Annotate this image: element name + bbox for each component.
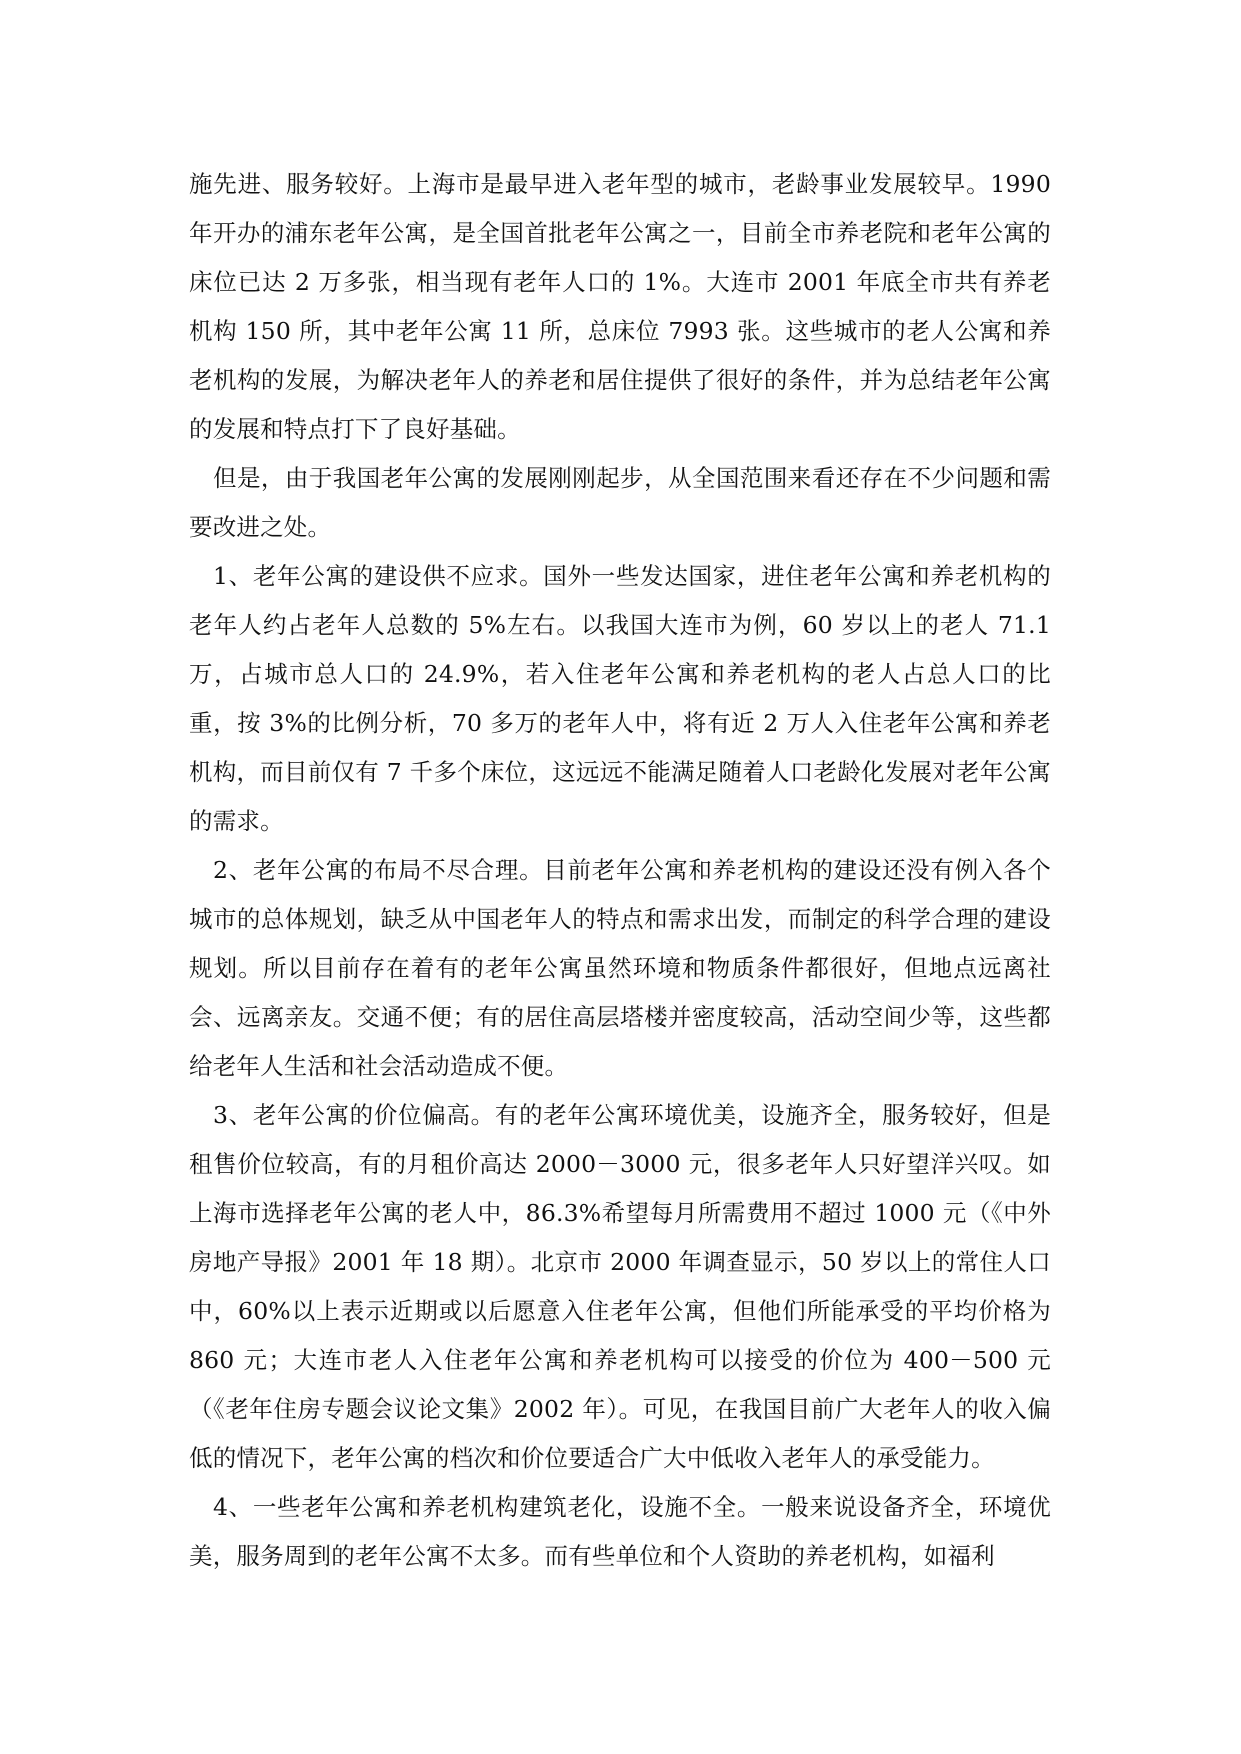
paragraph-3: 1、老年公寓的建设供不应求。国外一些发达国家，进住老年公寓和养老机构的老年人约占老年人总数的 5%左右。以我国大连市为例，60 岁以上的老人 71.1万，占城市总人口的 24.9%，若入住老年公寓和养老机构的老人占总人口的比重，按 3%的比例分析，70 多万的老年人中，将有近 2 万人入住老年公寓和养老机构，而目前仅有 7 千多个床位，这远远不能满足随着人口老龄化发展对老年公寓的需求。 — [189, 562, 1051, 835]
paragraph-5: 3、老年公寓的价位偏高。有的老年公寓环境优美，设施齐全，服务较好，但是租售价位较高，有的月租价高达 2000－3000 元，很多老年人只好望洋兴叹。如上海市选择老年公寓的老人中，86.3%希望每月所需费用不超过 1000 元（《中外房地产导报》2001 年 18 期）。北京市 2000 年调查显示，50 岁以上的常住人口中，60%以上表示近期或以后愿意入住老年公寓，但他们所能承受的平均价格为 860 元；大连市老人入住老年公寓和养老机构可以接受的价位为 400－500 元（《老年住房专题会议论文集》2002 年）。可见，在我国目前广大老年人的收入偏低的情况下，老年公寓的档次和价位要适合广大中低收入老年人的承受能力。 — [189, 1101, 1051, 1472]
paragraph-1: 施先进、服务较好。上海市是最早进入老年型的城市，老龄事业发展较早。1990年开办的浦东老年公寓，是全国首批老年公寓之一，目前全市养老院和老年公寓的床位已达 2 万多张，相当现有老年人口的 1%。大连市 2001 年底全市共有养老机构 150 所，其中老年公寓 11 所，总床位 7993 张。这些城市的老人公寓和养老机构的发展，为解决老年人的养老和居住提供了很好的条件，并为总结老年公寓的发展和特点打下了良好基础。 — [189, 170, 1051, 443]
paragraph-6: 4、一些老年公寓和养老机构建筑老化，设施不全。一般来说设备齐全，环境优美，服务周到的老年公寓不太多。而有些单位和个人资助的养老机构，如福利 — [189, 1493, 1051, 1570]
paragraph-2: 但是，由于我国老年公寓的发展刚刚起步，从全国范围来看还存在不少问题和需要改进之处。 — [189, 464, 1051, 541]
document-body — [189, 160, 1051, 1581]
paragraph-4: 2、老年公寓的布局不尽合理。目前老年公寓和养老机构的建设还没有例入各个城市的总体规划，缺乏从中国老年人的特点和需求出发，而制定的科学合理的建设规划。所以目前存在着有的老年公寓虽然环境和物质条件都很好，但地点远离社会、远离亲友。交通不便；有的居住高层塔楼并密度较高，活动空间少等，这些都给老年人生活和社会活动造成不便。 — [189, 856, 1051, 1080]
